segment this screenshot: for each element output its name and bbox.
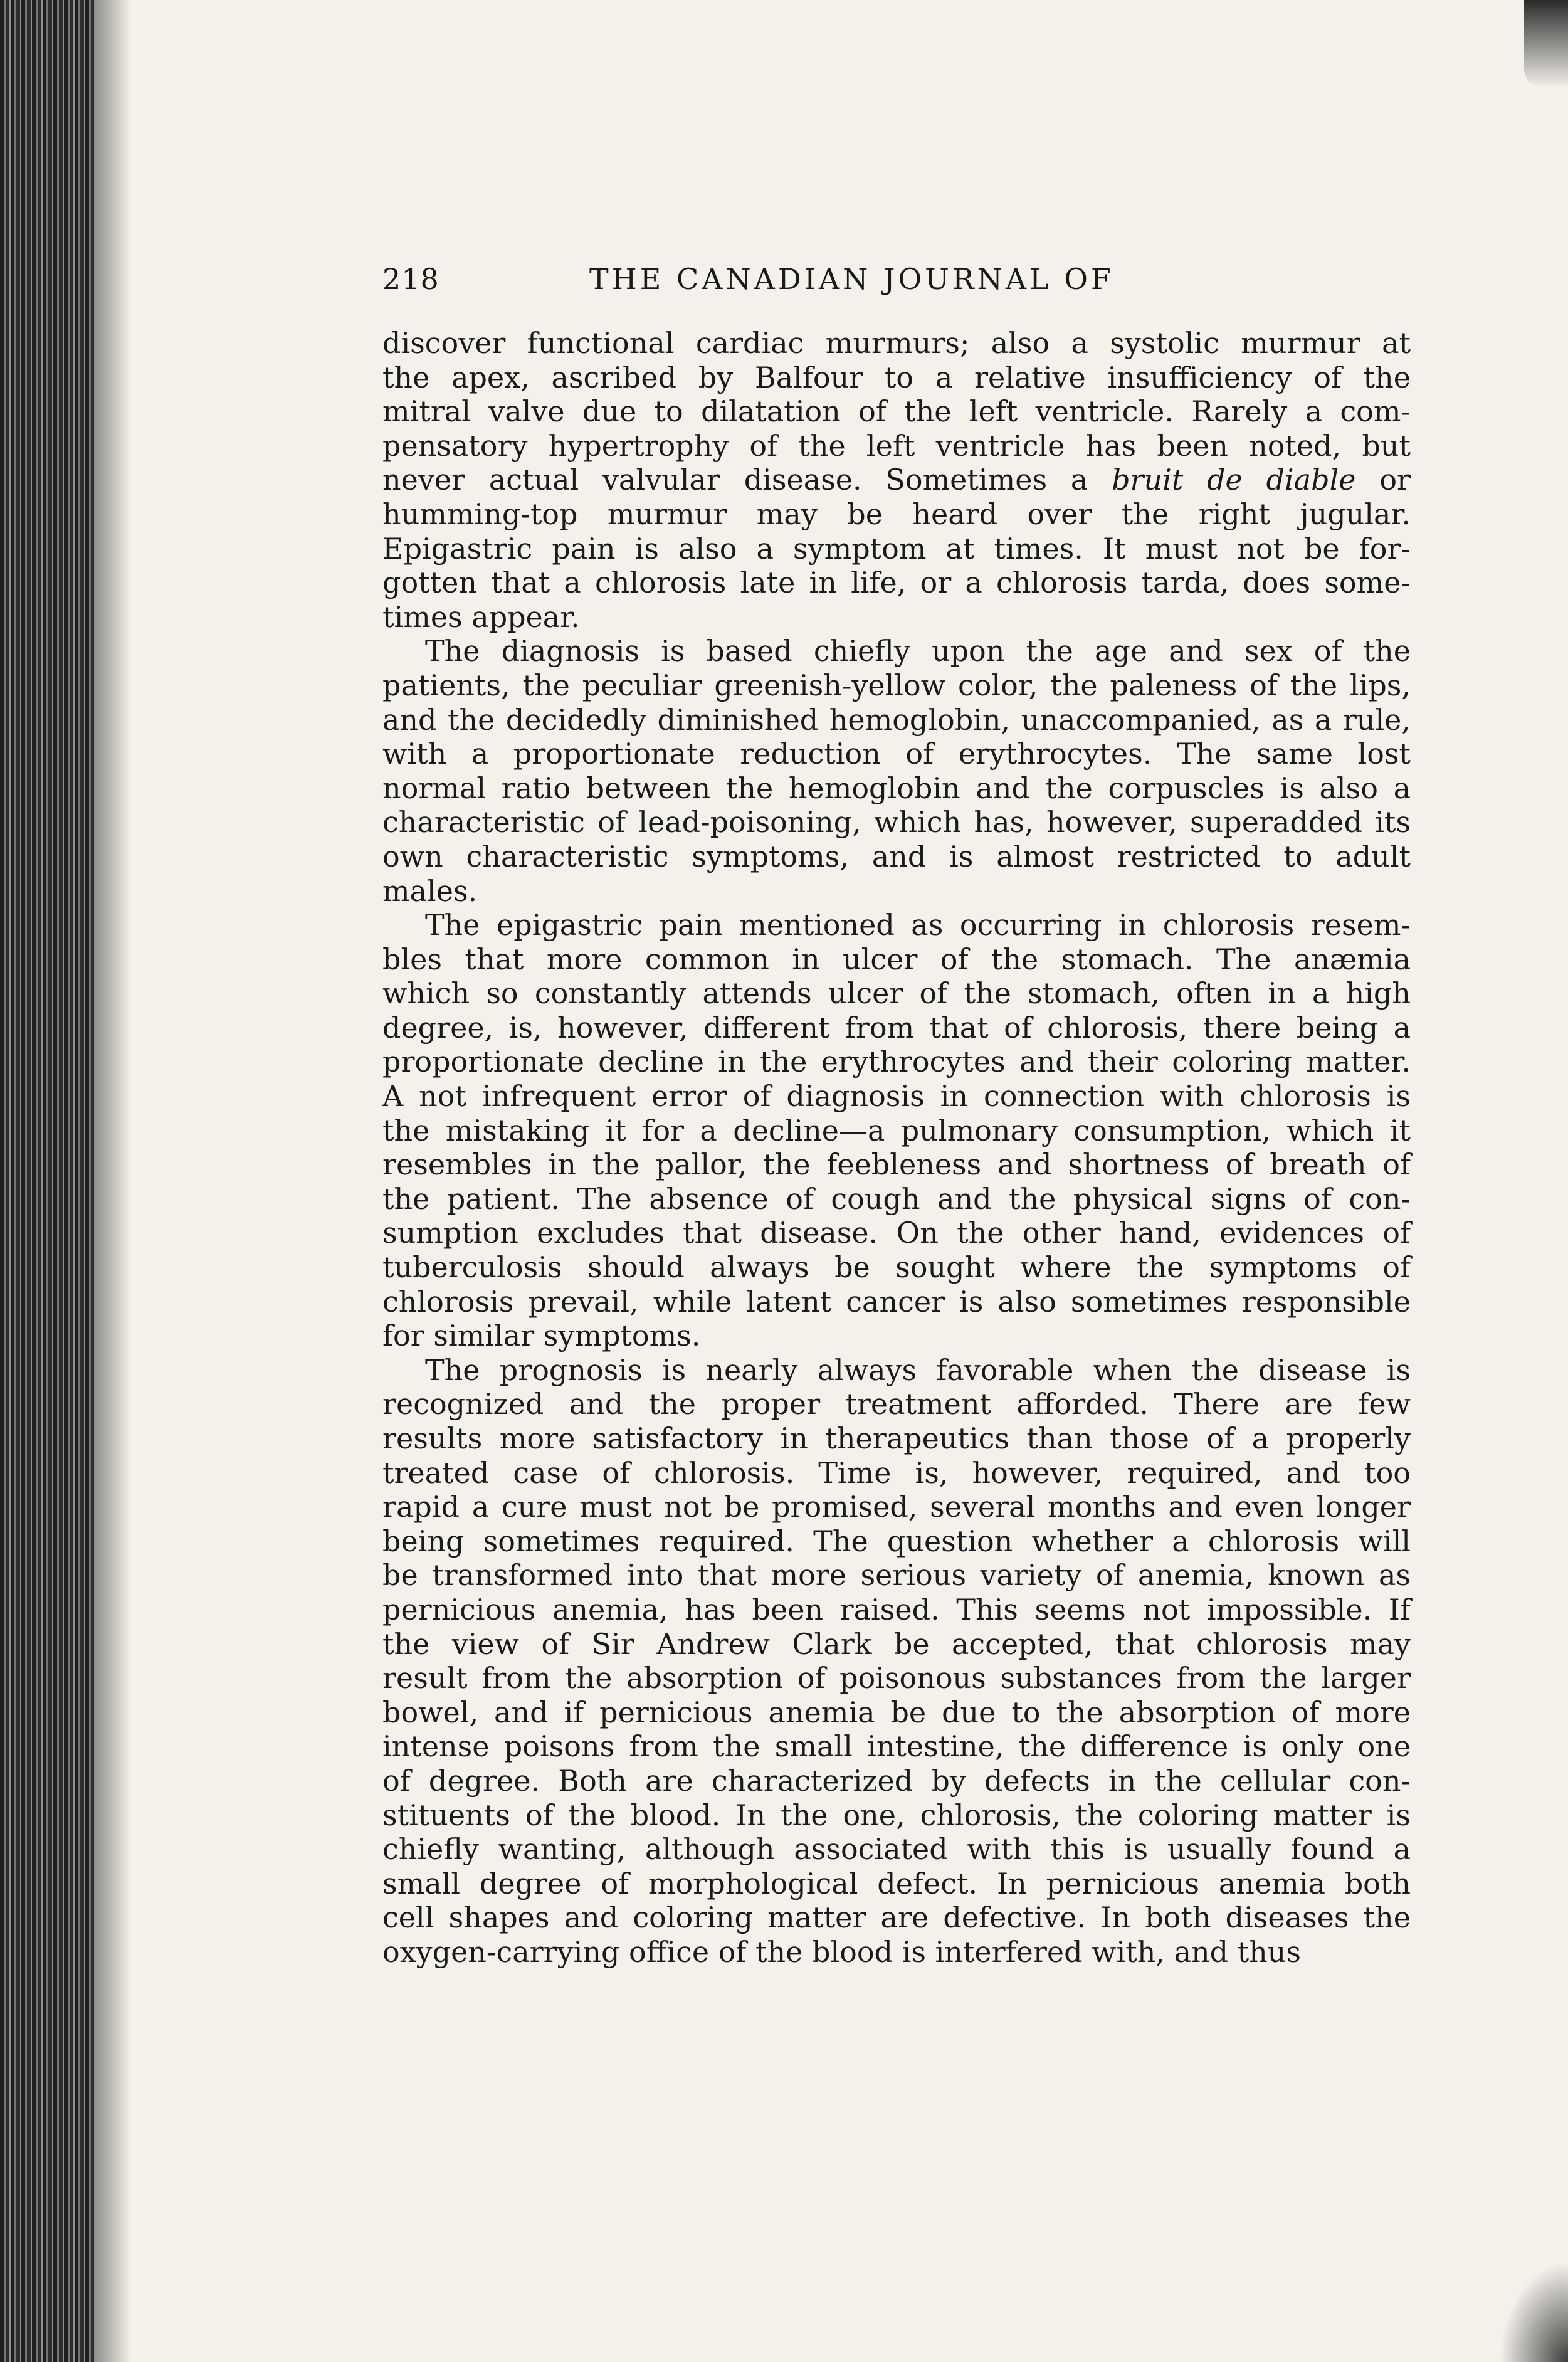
page-header [382, 257, 1411, 301]
text-line: Epigastric pain is also a symptom at times. It must not be for- [382, 531, 1411, 566]
article-body [382, 326, 1411, 1969]
binding-shadow [0, 0, 94, 2362]
paragraph [382, 326, 1411, 634]
text-line: The diagnosis is based chiefly upon the age and sex of the [425, 634, 1411, 668]
text-line: cell shapes and coloring matter are defective. In both diseases the [382, 1901, 1411, 1935]
text-line: oxygen-carrying office of the blood is interfered with, and thus [382, 1934, 1302, 1969]
text-line: resembles in the pallor, the feebleness and shortness of breath of [382, 1147, 1411, 1182]
text-line: normal ratio between the hemoglobin and the corpuscles is also a [382, 771, 1411, 805]
text-line: humming-top murmur may be heard over the right jugular. [382, 497, 1411, 531]
text-line: never actual valvular disease. Sometimes a bruit de diable or [382, 463, 1411, 497]
scan-smudge-bottom-right [1499, 2262, 1568, 2362]
text-line: chlorosis prevail, while latent cancer is also sometimes responsible [382, 1284, 1411, 1319]
running-head: THE CANADIAN JOURNAL OF [589, 262, 1114, 296]
text-line: treated case of chlorosis. Time is, however, required, and too [382, 1455, 1411, 1490]
text-line: own characteristic symptoms, and is almost restricted to adult [382, 839, 1411, 873]
text-line: result from the absorption of poisonous substances from the larger [382, 1661, 1411, 1695]
text-line: stituents of the blood. In the one, chlorosis, the coloring matter is [382, 1798, 1411, 1832]
text-line: with a proportionate reduction of erythrocytes. The same lost [382, 737, 1411, 771]
text-line: of degree. Both are characterized by defects in the cellular con- [382, 1763, 1411, 1798]
text-line: bowel, and if pernicious anemia be due to the absorption of more [382, 1695, 1411, 1729]
text-line: be transformed into that more serious variety of anemia, known as [382, 1558, 1411, 1593]
text-line: sumption excludes that disease. On the other hand, evidences of [382, 1216, 1411, 1250]
text-line: The prognosis is nearly always favorable when the disease is [425, 1352, 1411, 1387]
text-line: small degree of morphological defect. In pernicious anemia both [382, 1866, 1411, 1901]
text-line: males. [382, 873, 478, 908]
text-line: tuberculosis should always be sought where the symptoms of [382, 1250, 1411, 1285]
text-line: the patient. The absence of cough and the physical signs of con- [382, 1181, 1411, 1216]
text-line: results more satisfactory in therapeutics than those of a properly [382, 1421, 1411, 1455]
text-line: patients, the peculiar greenish-yellow color, the paleness of the lips, [382, 668, 1411, 702]
paragraph [382, 908, 1411, 1353]
text-line: the apex, ascribed by Balfour to a relative insufficiency of the [382, 360, 1411, 394]
text-line: intense poisons from the small intestine, the difference is only one [382, 1729, 1411, 1764]
text-line: proportionate decline in the erythrocytes and their coloring matter. [382, 1045, 1411, 1079]
text-line: bles that more common in ulcer of the stomach. The anæmia [382, 942, 1411, 976]
text-line: The epigastric pain mentioned as occurring in chlorosis resem- [425, 908, 1411, 942]
paragraph [382, 1353, 1411, 1969]
text-line: rapid a cure must not be promised, several months and even longer [382, 1490, 1411, 1524]
page-number: 218 [382, 262, 439, 296]
binding-fade [94, 0, 132, 2362]
text-line: chiefly wanting, although associated with this is usually found a [382, 1832, 1411, 1867]
text-line: the mistaking it for a decline—a pulmonary consumption, which it [382, 1113, 1411, 1147]
text-line: mitral valve due to dilatation of the left ventricle. Rarely a com- [382, 394, 1411, 429]
text-line: being sometimes required. The question whether a chlorosis will [382, 1524, 1411, 1558]
text-line: A not infrequent error of diagnosis in connection with chlorosis is [382, 1079, 1411, 1114]
text-line: degree, is, however, different from that of chlorosis, there being a [382, 1010, 1411, 1045]
text-line: for similar symptoms. [382, 1319, 701, 1353]
scan-smudge-top-right [1524, 0, 1568, 88]
text-line: pernicious anemia, has been raised. This seems not impossible. If [382, 1592, 1411, 1627]
text-line: pensatory hypertrophy of the left ventricle has been noted, but [382, 428, 1411, 463]
text-line: and the decidedly diminished hemoglobin, unaccompanied, as a rule, [382, 702, 1411, 737]
text-line: recognized and the proper treatment afforded. There are few [382, 1387, 1411, 1421]
text-line: times appear. [382, 599, 580, 634]
paragraph [382, 634, 1411, 908]
text-line: gotten that a chlorosis late in life, or a chlorosis tarda, does some- [382, 566, 1411, 600]
text-line: which so constantly attends ulcer of the stomach, often in a high [382, 976, 1411, 1011]
text-line: discover functional cardiac murmurs; also a systolic murmur at [382, 326, 1411, 360]
text-line: characteristic of lead-poisoning, which has, however, superadded its [382, 805, 1411, 840]
text-line: the view of Sir Andrew Clark be accepted, that chlorosis may [382, 1627, 1411, 1661]
